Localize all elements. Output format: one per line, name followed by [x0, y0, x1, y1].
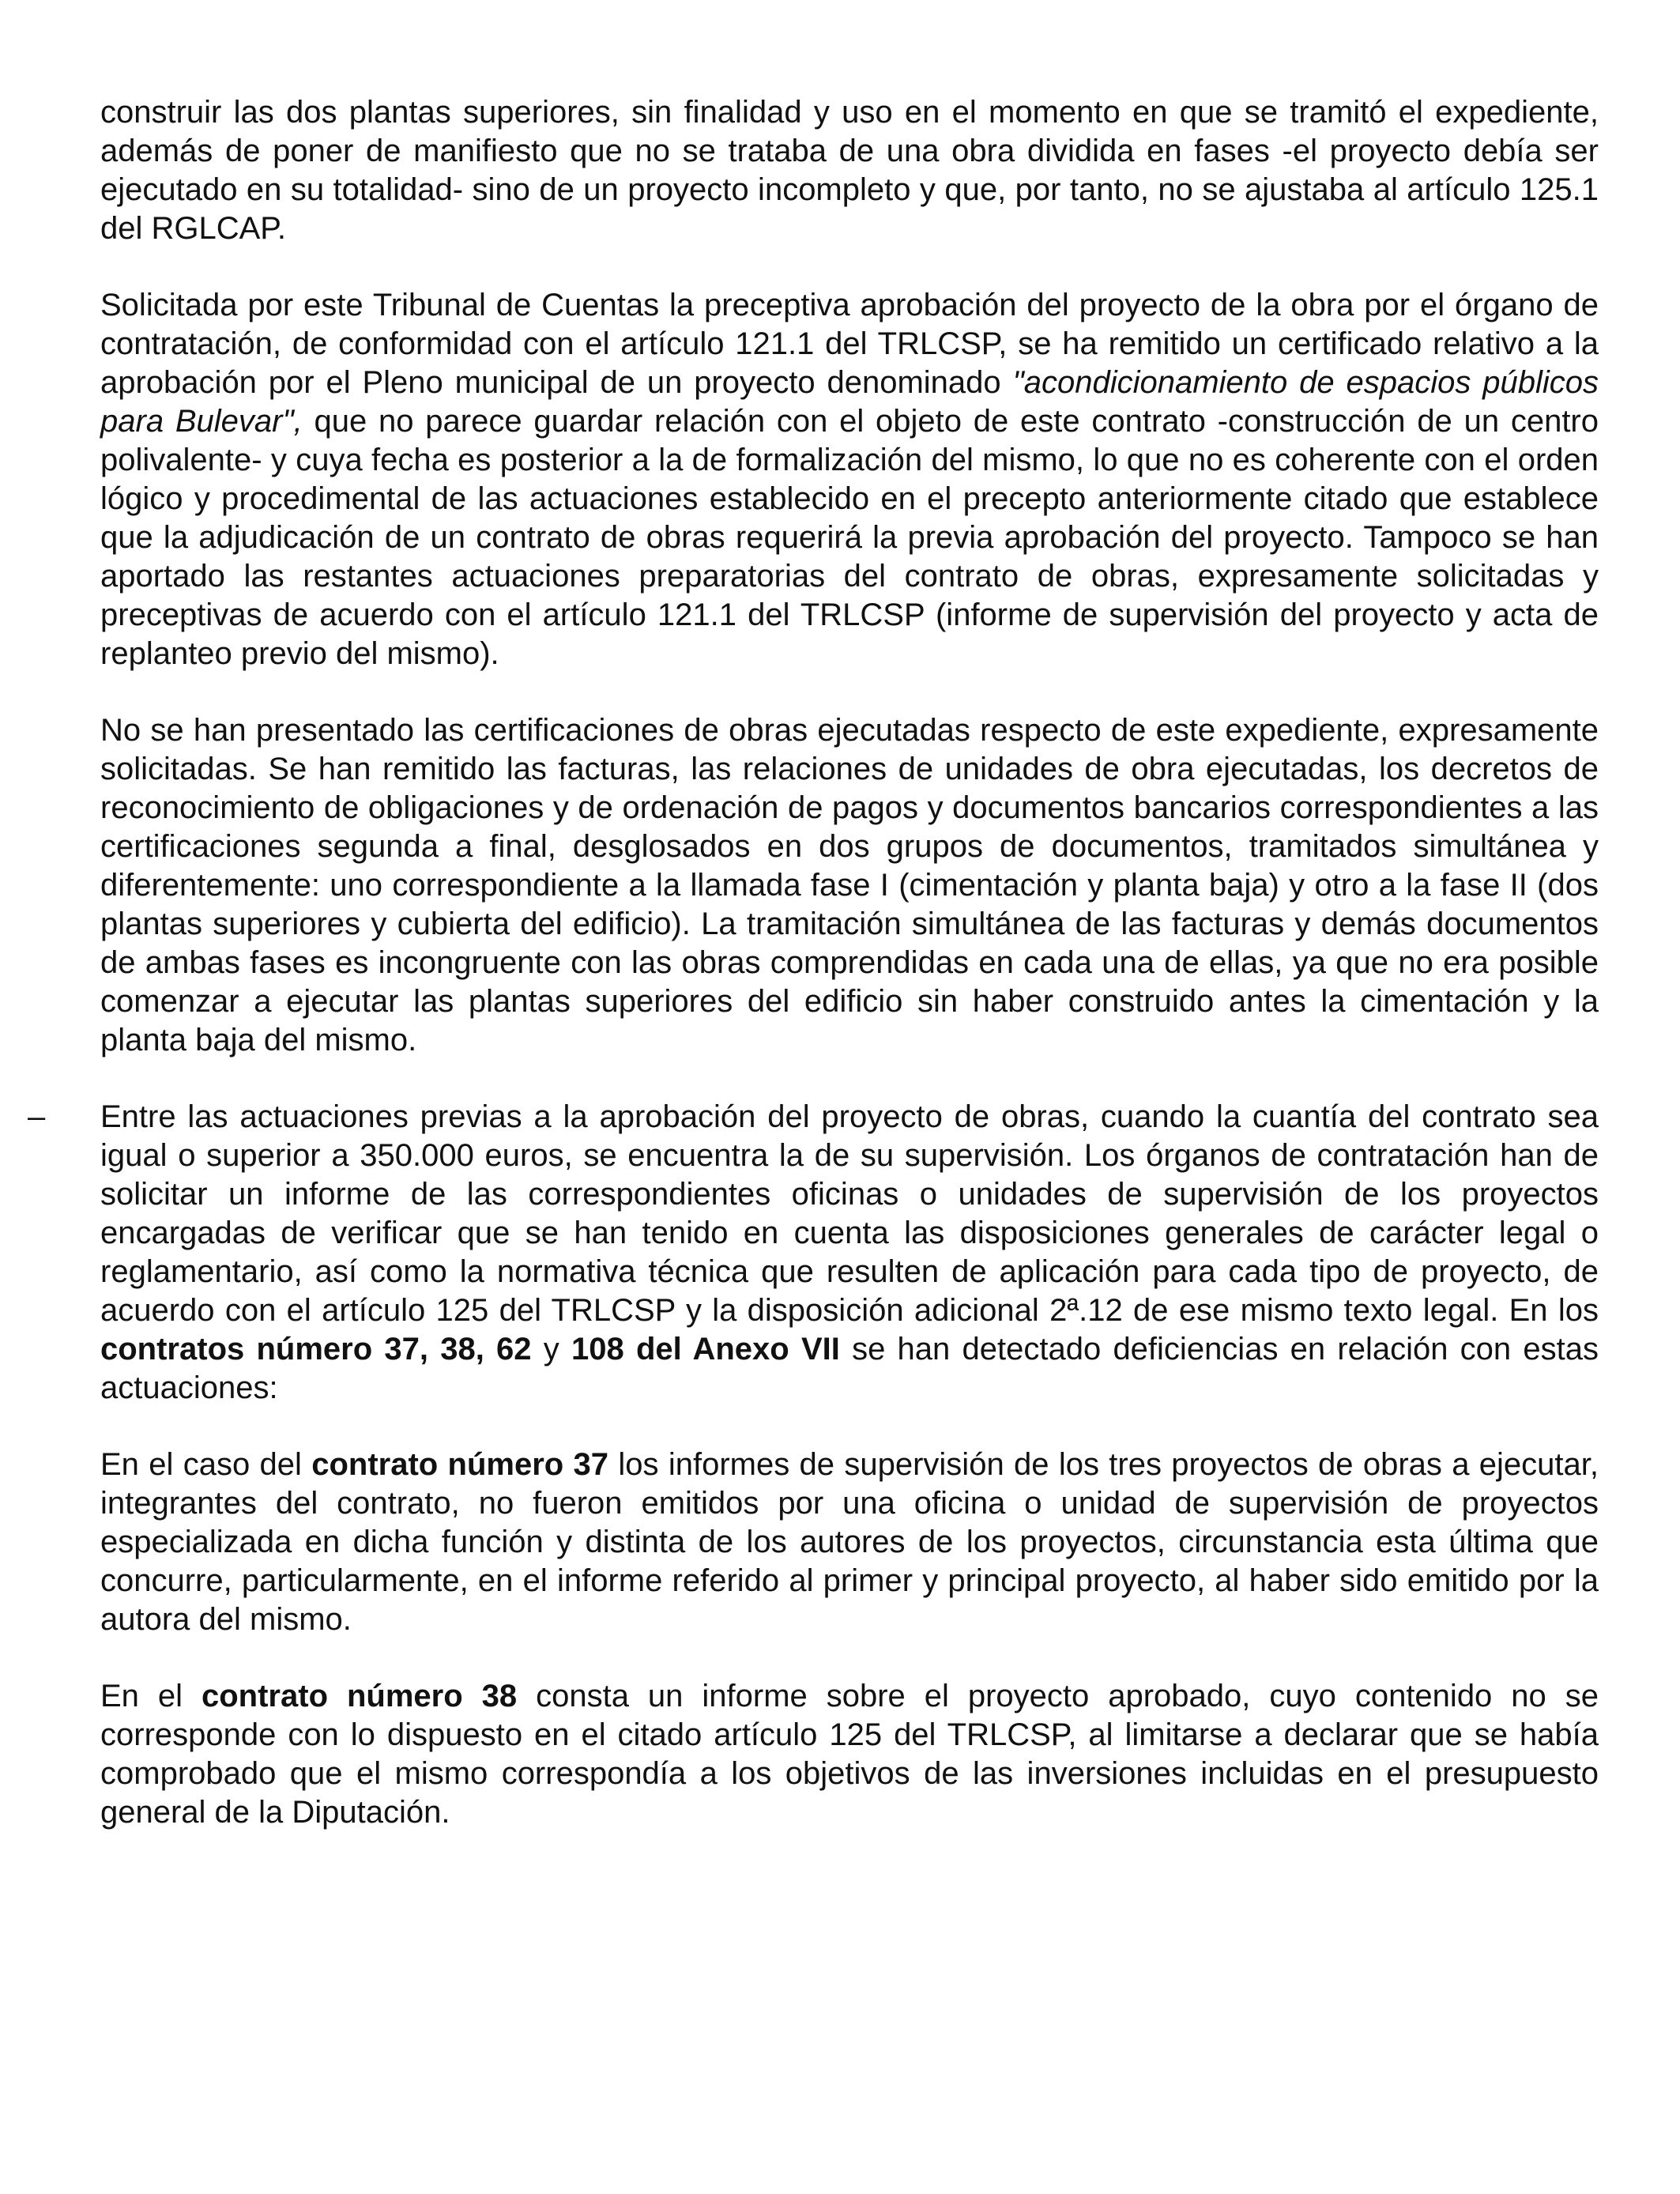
- paragraph-1: construir las dos plantas superiores, sin finalidad y uso en el momento en que se tramitó el expediente, además de poner de manifiesto que no se trataba de una obra dividida en fases -el proyecto debía ser ejecutado en su totalidad- sino de un proyecto incompleto y que, por tanto, no se ajustaba al artículo 125.1 del RGLCAP.: [100, 95, 1599, 246]
- paragraph-5: [100, 1446, 1599, 1639]
- bullet-text-b: se han detectado deficiencias en relación con estas actuaciones:: [100, 1332, 1599, 1405]
- paragraph-2-text-b: que no parece guardar relación con el objeto de este contrato -construcción de un centro polivalente- y cuya fecha es posterior a la de formalización del mismo, lo que no es coherente con el orden lógico y procedimental de las actuaciones establecido en el precepto anteriormente citado que establece que la adjudicación de un contrato de obras requerirá la previa aprobación del proyecto. Tampoco se han aportado las restantes actuaciones preparatorias del contrato de obras, expresamente solicitadas y preceptivas de acuerdo con el artículo 121.1 del TRLCSP (informe de supervisión del proyecto y acta de replanteo previo del mismo).: [100, 404, 1599, 671]
- bullet-text-a: Entre las actuaciones previas a la aprobación del proyecto de obras, cuando la cuantía del contrato sea igual o superior a 350.000 euros, se encuentra la de su supervisión. Los órganos de contratación han de solicitar un informe de las correspondientes oficinas o unidades de supervisión de los proyectos encargadas de verificar que se han tenido en cuenta las disposiciones generales de carácter legal o reglamentario, así como la normativa técnica que resulten de aplicación para cada tipo de proyecto, de acuerdo con el artículo 125 del TRLCSP y la disposición adicional 2ª.12 de ese mismo texto legal. En los: [100, 1099, 1599, 1328]
- project-title-italic: "acondicionamiento de espacios públicos para Bulevar",: [100, 365, 1599, 439]
- paragraph-2-text-a: Solicitada por este Tribunal de Cuentas la preceptiva aprobación del proyecto de la obra por el órgano de contratación, de conformidad con el artículo 121.1 del TRLCSP, se ha remitido un certificado relativo a la aprobación por el Pleno municipal de un proyecto denominado: [100, 288, 1599, 400]
- paragraph-3: No se han presentado las certificaciones de obras ejecutadas respecto de este expediente, expresamente solicitadas. Se han remitido las facturas, las relaciones de unidades de obra ejecutadas, los decretos de reconocimiento de obligaciones y de ordenación de pagos y documentos bancarios correspondientes a las certificaciones segunda a final, desglosados en dos grupos de documentos, tramitados simultánea y diferentemente: uno correspondiente a la llamada fase I (cimentación y planta baja) y otro a la fase II (dos plantas superiores y cubierta del edificio). La tramitación simultánea de las facturas y demás documentos de ambas fases es incongruente con las obras comprendidas en cada una de ellas, ya que no era posible comenzar a ejecutar las plantas superiores del edificio sin haber construido antes la cimentación y la planta baja del mismo.: [100, 713, 1599, 1057]
- bullet-text-mid: y: [531, 1332, 571, 1367]
- bullet-item: [28, 1098, 1599, 1408]
- paragraph-5-bold: contrato número 37: [311, 1447, 609, 1482]
- bullet-bold-contracts: contratos número 37, 38, 62: [100, 1332, 532, 1367]
- document-page: [28, 93, 1599, 1870]
- paragraph-5-text-a: En el caso del: [100, 1447, 312, 1482]
- paragraph-6-bold: contrato número 38: [202, 1679, 518, 1713]
- paragraph-2: [100, 286, 1599, 673]
- bullet-bold-annex: 108 del Anexo VII: [571, 1332, 840, 1367]
- paragraph-6-text-b: consta un informe sobre el proyecto aprobado, cuyo contenido no se corresponde con lo dispuesto en el citado artículo 125 del TRLCSP, al limitarse a declarar que se había comprobado que el mismo correspondía a los objetivos de las inversiones incluidas en el presupuesto general de la Diputación.: [100, 1679, 1599, 1830]
- paragraph-6: [100, 1677, 1599, 1832]
- dash-bullet-icon: –: [28, 1099, 46, 1134]
- paragraph-5-text-b: los informes de supervisión de los tres proyectos de obras a ejecutar, integrantes del contrato, no fueron emitidos por una oficina o unidad de supervisión de proyectos especializada en dicha función y distinta de los autores de los proyectos, circunstancia esta última que concurre, particularmente, en el informe referido al primer y principal proyecto, al haber sido emitido por la autora del mismo.: [100, 1447, 1599, 1637]
- paragraph-6-text-a: En el: [100, 1679, 202, 1713]
